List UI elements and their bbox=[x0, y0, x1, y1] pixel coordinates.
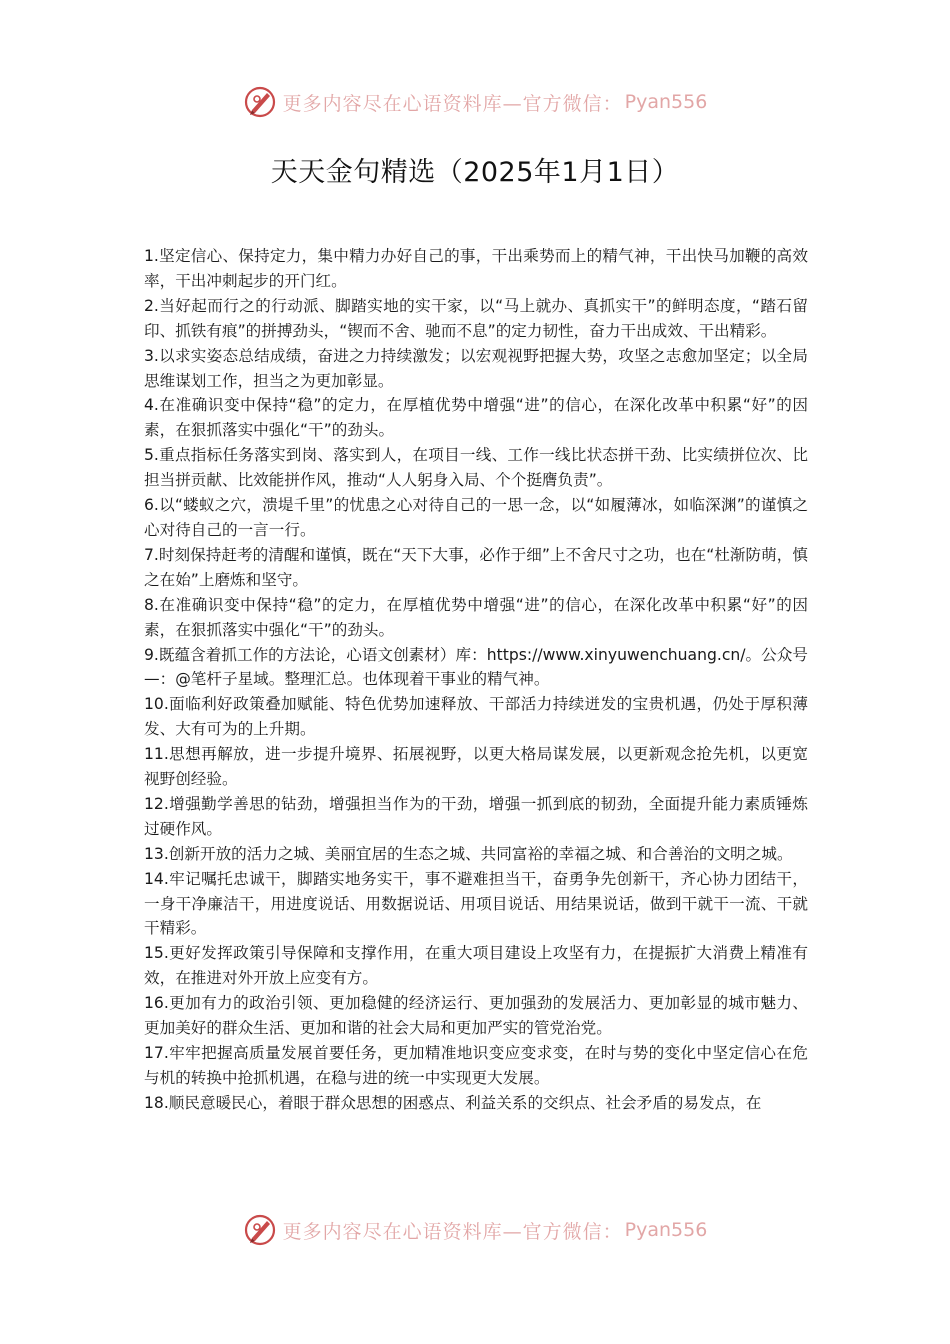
banner-wechat-id: Pyan556 bbox=[624, 91, 708, 113]
banner-text: 更多内容尽在心语资料库—官方微信： bbox=[282, 1220, 623, 1243]
header-banner bbox=[0, 82, 950, 122]
paragraph: 16.更加有力的政治引领、更加稳健的经济运行、更加强劲的发展活力、更加彰显的城市魅力、更加美好的群众生活、更加和谐的社会大局和更加严实的管党治党。 bbox=[144, 994, 808, 1038]
page-title: 天天金句精选（2025年1月1日） bbox=[270, 157, 680, 188]
banner-wechat-id: Pyan556 bbox=[624, 1219, 708, 1241]
pen-logo-icon bbox=[243, 1213, 277, 1247]
paragraph: 13.创新开放的活力之城、美丽宜居的生态之城、共同富裕的幸福之城、和合善治的文明之城。 bbox=[144, 844, 793, 863]
paragraph: 9.既蕴含着抓工作的方法论，心语文创素材）库：https://www.xinyuwenchuang.cn/。公众号—：@笔杆子星域。整理汇总。也体现着干事业的精气神。 bbox=[144, 645, 808, 689]
pen-logo-icon bbox=[243, 85, 277, 119]
paragraph: 12.增强勤学善思的钻劲，增强担当作为的干劲，增强一抓到底的韧劲，全面提升能力素质锤炼过硬作风。 bbox=[144, 794, 808, 838]
paragraph: 3.以求实姿态总结成绩，奋进之力持续激发；以宏观视野把握大势，攻坚之志愈加坚定；以全局思维谋划工作，担当之为更加彰显。 bbox=[144, 346, 808, 390]
banner-text: 更多内容尽在心语资料库—官方微信： bbox=[282, 92, 623, 115]
document-body bbox=[144, 244, 808, 1116]
paragraph: 18.顺民意暖民心，着眼于群众思想的困惑点、利益关系的交织点、社会矛盾的易发点，在 bbox=[144, 1093, 762, 1112]
footer-banner bbox=[0, 1210, 950, 1250]
paragraph: 11.思想再解放，进一步提升境界、拓展视野，以更大格局谋发展，以更新观念抢先机，以更宽视野创经验。 bbox=[144, 745, 808, 789]
paragraph: 6.以“蝼蚁之穴，溃堤千里”的忧患之心对待自己的一思一念，以“如履薄冰，如临深渊”的谨慎之心对待自己的一言一行。 bbox=[144, 496, 808, 539]
paragraph: 1.坚定信心、保持定力，集中精力办好自己的事，干出乘势而上的精气神，干出快马加鞭的高效率，干出冲刺起步的开门红。 bbox=[144, 247, 808, 290]
paragraph: 2.当好起而行之的行动派、脚踏实地的实干家，以“马上就办、真抓实干”的鲜明态度，“踏石留印、抓铁有痕”的拼搏劲头，“锲而不舍、驰而不息”的定力韧性，奋力干出成效、干出精彩。 bbox=[144, 296, 808, 340]
paragraph: 4.在准确识变中保持“稳”的定力，在厚植优势中增强“进”的信心，在深化改革中积累“好”的因素，在狠抓落实中强化“干”的劲头。 bbox=[144, 396, 808, 440]
paragraph: 10.面临利好政策叠加赋能、特色优势加速释放、干部活力持续迸发的宝贵机遇，仍处于厚积薄发、大有可为的上升期。 bbox=[144, 695, 808, 739]
paragraph: 17.牢牢把握高质量发展首要任务，更加精准地识变应变求变，在时与势的变化中坚定信心在危与机的转换中抢抓机遇，在稳与进的统一中实现更大发展。 bbox=[144, 1044, 808, 1087]
paragraph: 5.重点指标任务落实到岗、落实到人，在项目一线、工作一线比状态拼干劲、比实绩拼位次、比担当拼贡献、比效能拼作风，推动“人人躬身入局、个个挺膺负责”。 bbox=[144, 446, 808, 490]
paragraph: 7.时刻保持赶考的清醒和谨慎，既在“天下大事，必作于细”上不舍尺寸之功，也在“杜渐防萌，慎之在始”上磨炼和坚守。 bbox=[144, 545, 808, 589]
paragraph: 8.在准确识变中保持“稳”的定力，在厚植优势中增强“进”的信心，在深化改革中积累“好”的因素，在狠抓落实中强化“干”的劲头。 bbox=[144, 595, 808, 639]
paragraph: 15.更好发挥政策引导保障和支撑作用，在重大项目建设上攻坚有力，在提振扩大消费上精准有效，在推进对外开放上应变有方。 bbox=[144, 944, 808, 988]
paragraph: 14.牢记嘱托忠诚干，脚踏实地务实干，事不避难担当干，奋勇争先创新干，齐心协力团结干，一身干净廉洁干，用进度说话、用数据说话、用项目说话、用结果说话，做到干就干一流、干就干精彩。 bbox=[144, 869, 808, 938]
